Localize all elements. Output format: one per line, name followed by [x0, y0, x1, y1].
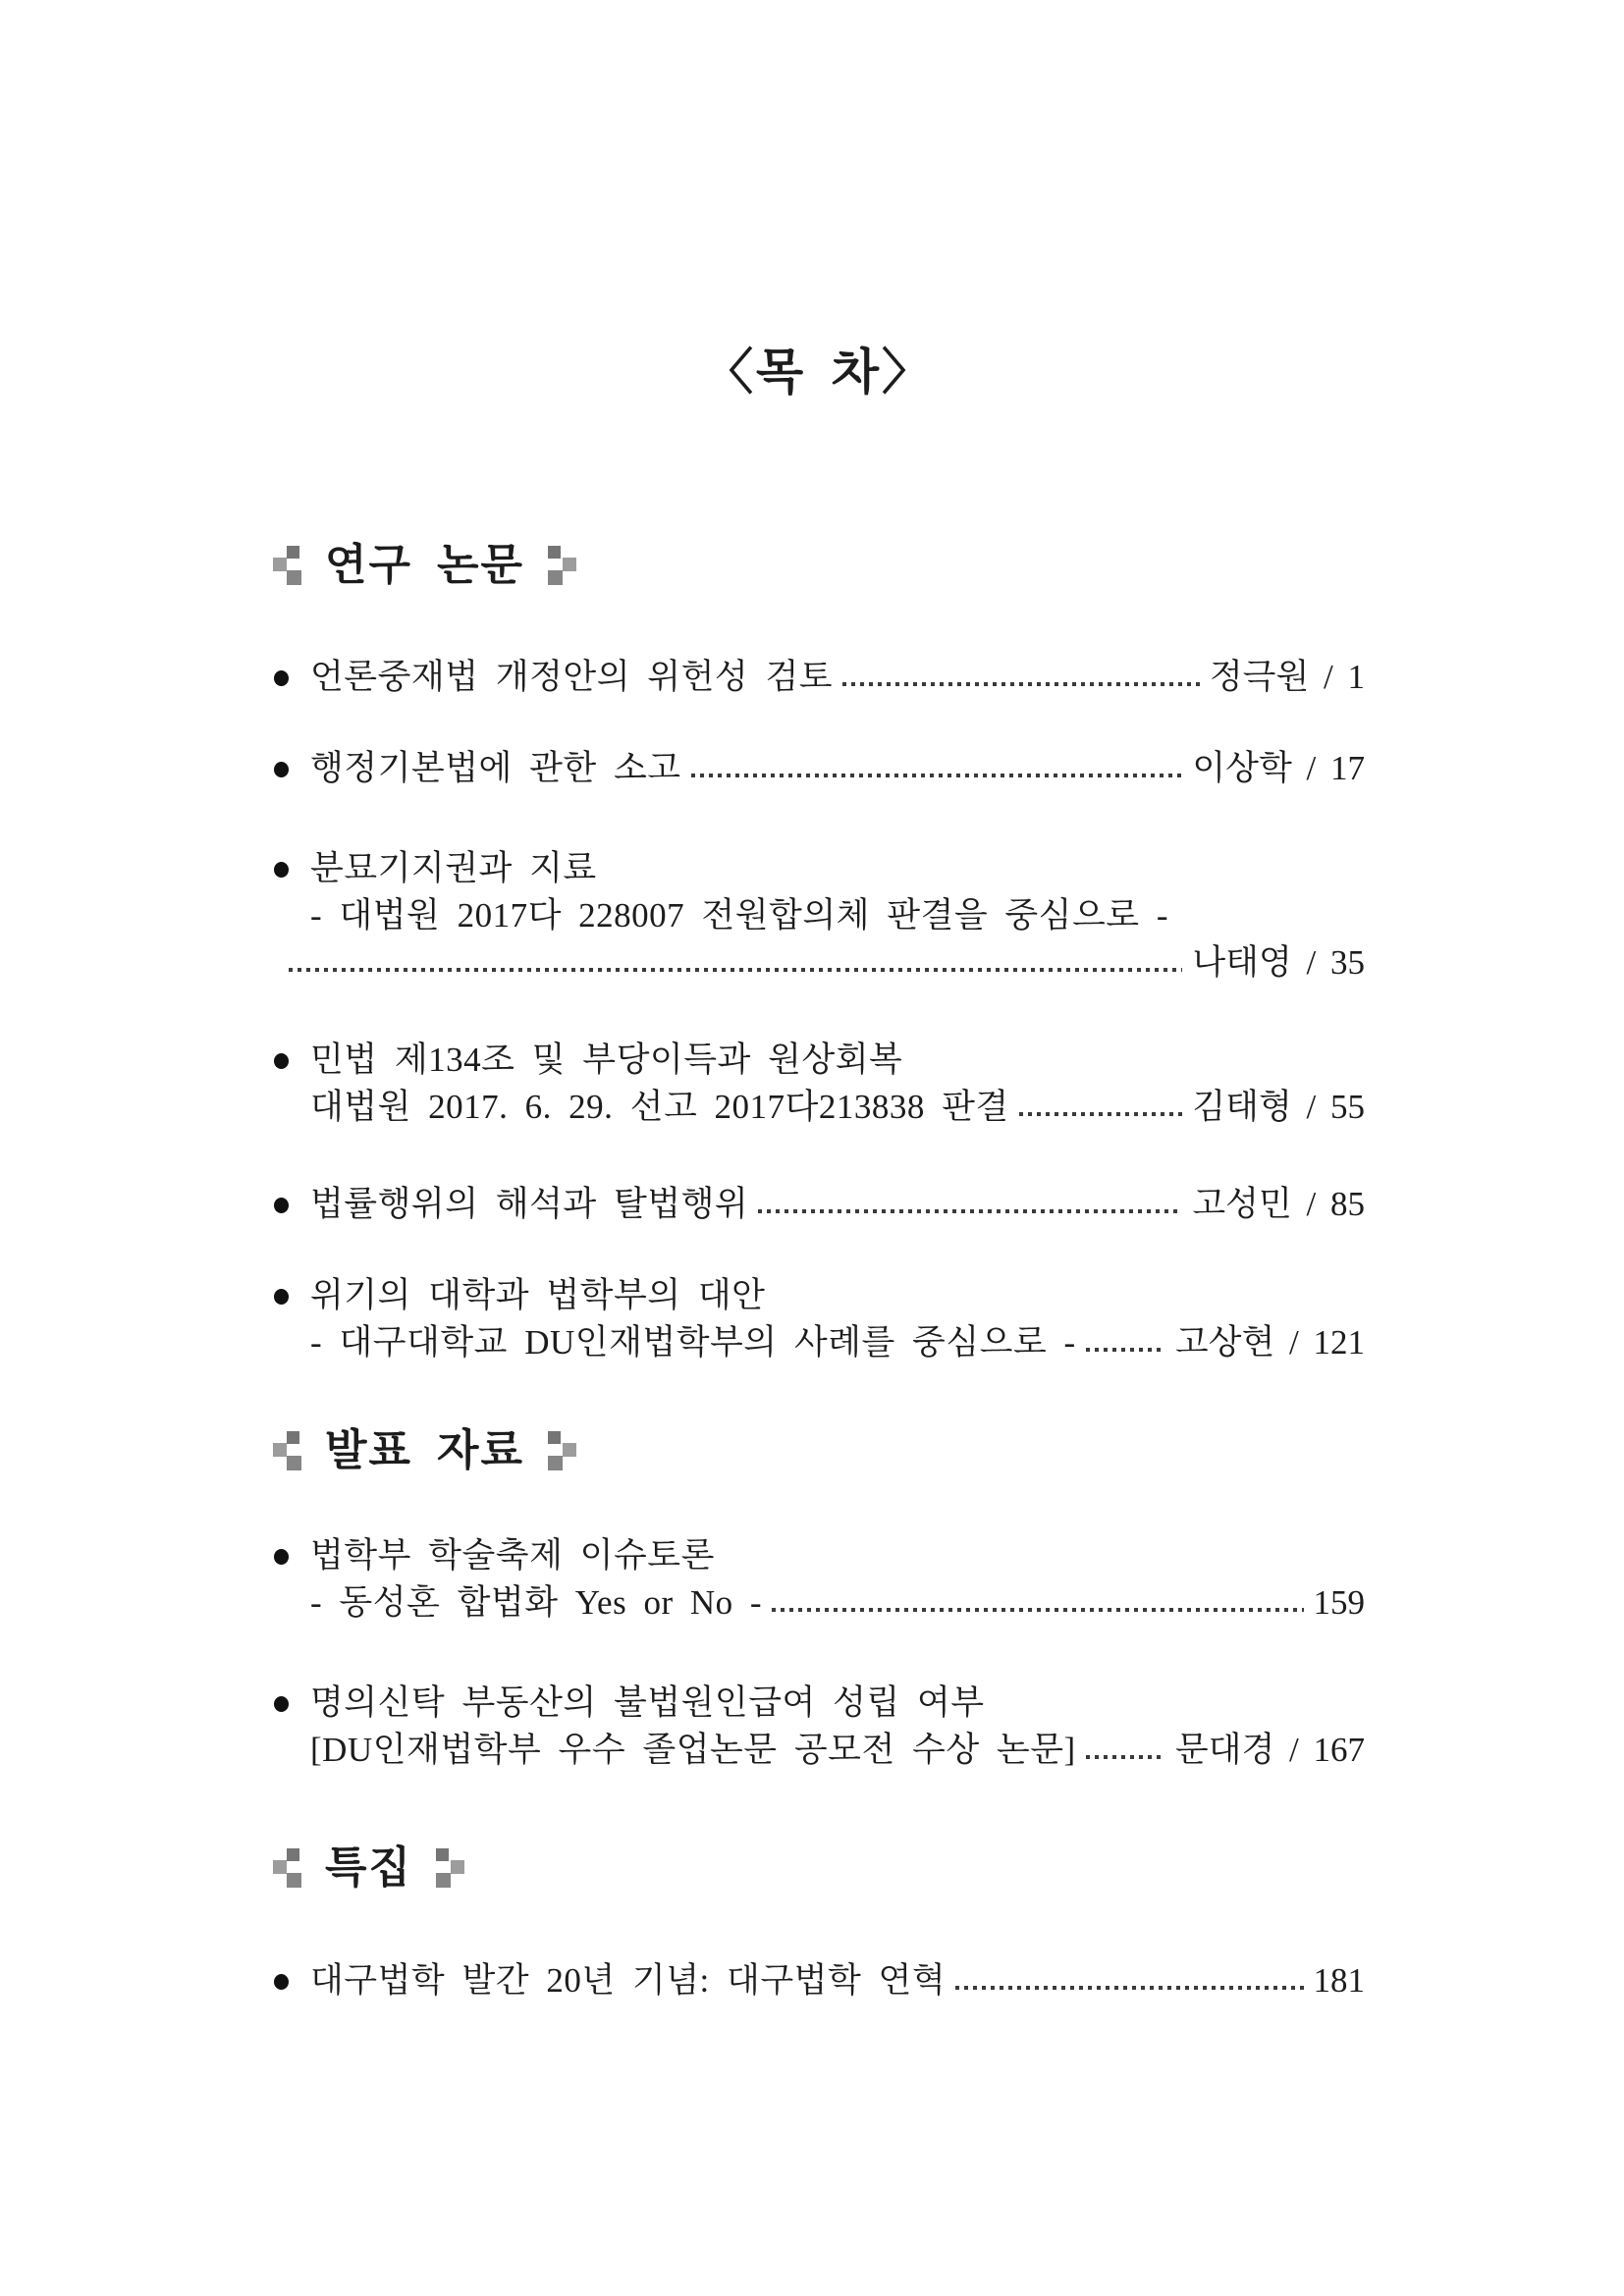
- section-marker-left-icon: [273, 1431, 301, 1471]
- toc-entry-ref: 나태영 / 35: [1192, 943, 1365, 982]
- toc-entry: [273, 1957, 1365, 2004]
- section-marker-left-icon: [273, 546, 301, 586]
- toc-entry: [273, 1037, 1365, 1131]
- section-title: 연구 논문: [325, 541, 525, 589]
- toc-entry: [273, 845, 1365, 987]
- dot-leader: [758, 1209, 1182, 1213]
- dot-leader: [955, 1986, 1303, 1990]
- bullet-icon: [274, 1198, 289, 1213]
- toc-entry-title: 위기의 대학과 법학부의 대안: [310, 1276, 766, 1314]
- toc-entry-ref: 181: [1313, 1961, 1365, 2000]
- bullet-icon: [274, 1974, 289, 1990]
- dot-leader: [1086, 1755, 1165, 1759]
- toc-entry-subtitle: [DU인재법학부 우수 졸업논문 공모전 수상 논문]: [310, 1731, 1076, 1769]
- dot-leader: [772, 1608, 1303, 1612]
- dot-leader: [842, 682, 1200, 686]
- section-title: 특집: [325, 1843, 413, 1892]
- toc-entry-ref: 159: [1313, 1583, 1365, 1622]
- section-marker-right-icon: [548, 546, 576, 586]
- toc-entry: [273, 1680, 1365, 1774]
- toc-entry-ref: 고상현 / 121: [1174, 1323, 1365, 1362]
- toc-entry-title: 언론중재법 개정안의 위헌성 검토: [310, 658, 834, 696]
- dot-leader: [289, 968, 1182, 972]
- section-marker-right-icon: [548, 1431, 576, 1471]
- toc-entry: [273, 745, 1365, 792]
- bullet-icon: [274, 1053, 289, 1069]
- dot-leader: [1086, 1348, 1165, 1352]
- toc-entry-title: 대구법학 발간 20년 기념: 대구법학 연혁: [310, 1961, 947, 2000]
- toc-entry-ref: 김태형 / 55: [1192, 1088, 1365, 1126]
- bullet-icon: [274, 1549, 289, 1565]
- section-header-presentations: [273, 1423, 1365, 1478]
- toc-entry-title: 민법 제134조 및 부당이득과 원상회복: [310, 1041, 903, 1079]
- toc-entry-subtitle: - 대법원 2017다 228007 전원합의체 판결을 중심으로 -: [310, 896, 1169, 934]
- dot-leader: [691, 774, 1183, 777]
- toc-entry-title: 명의신탁 부동산의 불법원인급여 성립 여부: [310, 1683, 985, 1722]
- toc-entry-subtitle: - 대구대학교 DU인재법학부의 사례를 중심으로 -: [310, 1323, 1076, 1362]
- section-header-research-papers: [273, 538, 1365, 593]
- toc-entry-ref: 이상학 / 17: [1192, 749, 1365, 787]
- toc-entry-title: 행정기본법에 관한 소고: [310, 749, 681, 787]
- page-title: 〈목 차〉: [703, 345, 935, 400]
- section-marker-left-icon: [273, 1848, 301, 1889]
- toc-entry: [273, 1532, 1365, 1627]
- toc-entry: [273, 1181, 1365, 1228]
- section-title: 발표 자료: [325, 1426, 525, 1474]
- bullet-icon: [274, 1696, 289, 1712]
- toc-entry-ref: 문대경 / 167: [1174, 1731, 1365, 1769]
- toc-entry-subtitle: 대법원 2017. 6. 29. 선고 2017다213838 판결: [310, 1088, 1009, 1126]
- toc-entry: [273, 654, 1365, 701]
- bullet-icon: [274, 670, 289, 686]
- bullet-icon: [274, 762, 289, 777]
- section-marker-right-icon: [436, 1848, 464, 1889]
- toc-entry-title: 법률행위의 해석과 탈법행위: [310, 1185, 749, 1223]
- toc-entry-title: 분묘기지권과 지료: [310, 849, 597, 887]
- section-header-special-feature: [273, 1841, 1365, 1896]
- bullet-icon: [274, 1289, 289, 1305]
- toc-entry-ref: 정극원 / 1: [1209, 658, 1365, 696]
- toc-entry-title: 법학부 학술축제 이슈토론: [310, 1536, 715, 1575]
- toc-entry-ref: 고성민 / 85: [1192, 1185, 1365, 1223]
- dot-leader: [1019, 1112, 1183, 1116]
- toc-entry-subtitle: - 동성혼 합법화 Yes or No -: [310, 1583, 763, 1622]
- toc-entry: [273, 1272, 1365, 1366]
- bullet-icon: [274, 862, 289, 878]
